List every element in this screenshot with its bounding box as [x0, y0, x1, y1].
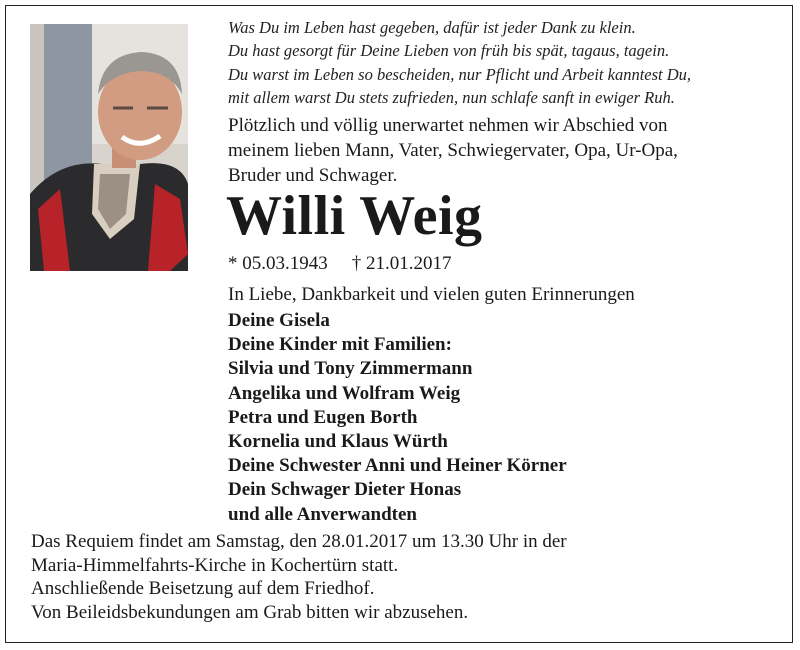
announcement-line: meinem lieben Mann, Vater, Schwiegervater, Opa, Ur-Opa, — [228, 140, 678, 161]
service-line: Das Requiem findet am Samstag, den 28.01.2017 um 13.30 Uhr in der — [31, 531, 567, 552]
service-line: Anschließende Beisetzung auf dem Friedhof. — [31, 578, 375, 599]
poem-line: Du hast gesorgt für Deine Lieben von früh bis spät, tagaus, tagein. — [228, 41, 670, 61]
service-details — [31, 530, 567, 624]
announcement-text — [228, 113, 778, 188]
mourner-line: Dein Schwager Dieter Honas — [228, 479, 462, 501]
life-dates — [228, 252, 452, 276]
mourner-line: und alle Anverwandten — [228, 503, 417, 525]
service-line: Von Beileidsbekundungen am Grab bitten wir abzusehen. — [31, 601, 469, 623]
mourner-line: Kornelia und Klaus Würth — [228, 431, 448, 453]
service-line: Maria-Himmelfahrts-Kirche in Kochertürn statt. — [31, 554, 399, 576]
poem-line: Was Du im Leben hast gegeben, dafür ist jeder Dank zu klein. — [228, 18, 636, 37]
mourner-line: Angelika und Wolfram Weig — [228, 382, 461, 404]
announcement-line: Plötzlich und völlig unerwartet nehmen wir Abschied von — [228, 115, 668, 136]
death-date: † 21.01.2017 — [351, 253, 452, 274]
mourner-line: Deine Schwester Anni und Heiner Körner — [228, 455, 567, 477]
poem-line: mit allem warst Du stets zufrieden, nun schlafe sanft in ewiger Ruh. — [228, 87, 675, 107]
poem-line: Du warst im Leben so bescheiden, nur Pflicht und Arbeit kanntest Du, — [228, 64, 692, 84]
portrait-photo — [30, 24, 188, 271]
mourner-line: Deine Gisela — [228, 310, 330, 331]
mourner-line: Deine Kinder mit Familien: — [228, 334, 452, 356]
mourner-line: Petra und Eugen Borth — [228, 406, 418, 428]
mourner-line: Silvia und Tony Zimmermann — [228, 358, 473, 380]
closing-phrase: In Liebe, Dankbarkeit und vielen guten Erinnerungen — [228, 284, 635, 305]
birth-date: * 05.03.1943 — [228, 253, 328, 274]
mourners-list — [228, 309, 567, 527]
deceased-name: Willi Weig — [226, 185, 483, 247]
memorial-poem — [228, 16, 773, 109]
announcement-line: Bruder und Schwager. — [228, 165, 398, 186]
